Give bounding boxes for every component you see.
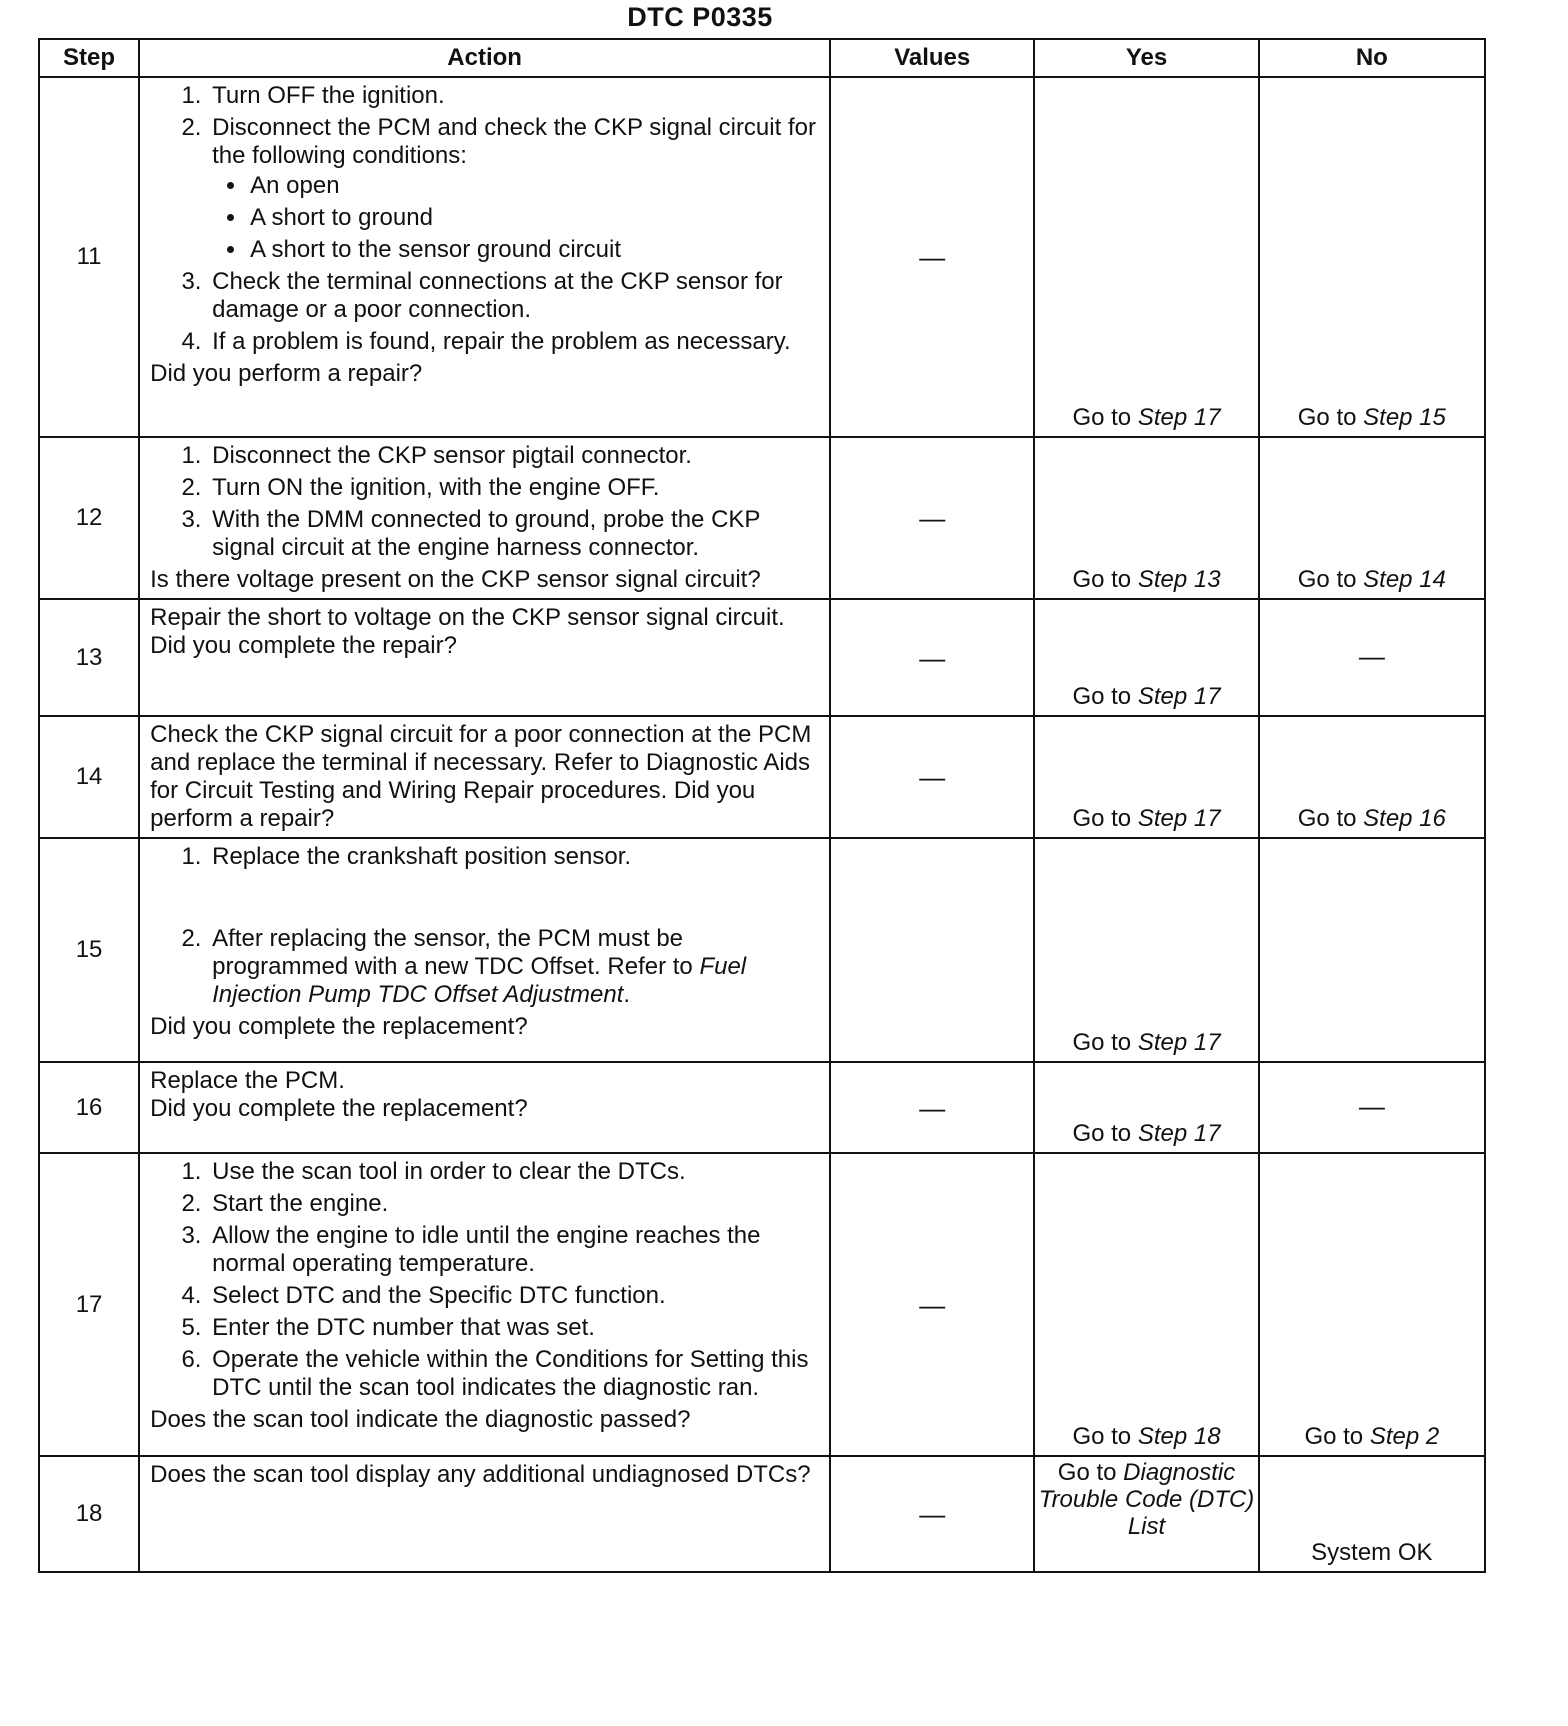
- no-cell: —: [1259, 599, 1485, 716]
- yes-step-ref: Step 13: [1137, 566, 1221, 593]
- yes-step-ref: Step 18: [1137, 1423, 1221, 1450]
- action-text: Does the scan tool display any additional undiagnosed DTCs?: [150, 1461, 811, 1488]
- table-row-step-15: [39, 838, 1485, 1062]
- yes-step-ref: Step 17: [1137, 805, 1221, 832]
- no-cell: [1259, 838, 1485, 1062]
- table-row-step-14: [39, 716, 1485, 838]
- step-number: 17: [39, 1153, 139, 1456]
- condition-item: • A short to the sensor ground circuit: [248, 236, 819, 264]
- no-cell: System OK: [1259, 1456, 1485, 1572]
- action-steps: [150, 843, 819, 1013]
- action-step: 5. Enter the DTC number that was set.: [208, 1314, 819, 1342]
- action-cell: [139, 1062, 830, 1153]
- no-cell: Go to Step 15: [1259, 77, 1485, 437]
- action-step: 2. Turn ON the ignition, with the engine OFF.: [208, 474, 819, 502]
- action-step: 6. Operate the vehicle within the Conditions for Setting this DTC until the scan tool indicates the diagnostic ran.: [208, 1346, 819, 1402]
- action-cell: [139, 1153, 830, 1456]
- header-values: Values: [830, 39, 1034, 77]
- values-cell: —: [830, 716, 1034, 838]
- header-row: [39, 39, 1485, 77]
- yes-cell: Go to Step 17: [1034, 77, 1258, 437]
- step-number: 15: [39, 838, 139, 1062]
- values-cell: —: [830, 1062, 1034, 1153]
- values-cell: [830, 838, 1034, 1062]
- action-step: 2. After replacing the sensor, the PCM must be programmed with a new TDC Offset. Refer to Fuel Injection Pump TDC Offset Adjustment.: [208, 925, 819, 1009]
- values-cell: —: [830, 1456, 1034, 1572]
- action-cell: [139, 77, 830, 437]
- yes-cell: Go to Step 17: [1034, 838, 1258, 1062]
- question: Does the scan tool indicate the diagnostic passed?: [150, 1406, 691, 1433]
- diagnostic-table: [38, 38, 1486, 1573]
- step-number: 12: [39, 437, 139, 599]
- page-title: DTC P0335: [627, 2, 773, 32]
- values-cell: —: [830, 1153, 1034, 1456]
- action-text: Replace the PCM.: [150, 1067, 345, 1094]
- action-step: 1. Disconnect the CKP sensor pigtail connector.: [208, 442, 819, 470]
- action-step: 1. Use the scan tool in order to clear the DTCs.: [208, 1158, 819, 1186]
- no-cell: Go to Step 14: [1259, 437, 1485, 599]
- yes-cell: Go to Step 17: [1034, 599, 1258, 716]
- action-cell: [139, 838, 830, 1062]
- question: Is there voltage present on the CKP sensor signal circuit?: [150, 566, 761, 593]
- step-number: 13: [39, 599, 139, 716]
- table-row-step-18: [39, 1456, 1485, 1572]
- values-cell: —: [830, 77, 1034, 437]
- action-cell: [139, 1456, 830, 1572]
- condition-list: [212, 172, 819, 264]
- no-step-ref: Step 2: [1369, 1423, 1440, 1450]
- action-steps: [150, 442, 819, 566]
- question: Did you complete the replacement?: [150, 1013, 528, 1040]
- action-step: 2. Start the engine.: [208, 1190, 819, 1218]
- action-step: 1. Replace the crankshaft position sensor.: [208, 843, 819, 871]
- values-cell: —: [830, 437, 1034, 599]
- action-step: 4. If a problem is found, repair the problem as necessary.: [208, 328, 819, 356]
- header-action: Action: [139, 39, 830, 77]
- no-step-ref: Step 14: [1363, 566, 1446, 593]
- table-row-step-13: [39, 599, 1485, 716]
- header-no: No: [1259, 39, 1485, 77]
- step-number: 14: [39, 716, 139, 838]
- no-step-ref: Step 15: [1363, 404, 1446, 431]
- question: Did you perform a repair?: [150, 360, 423, 387]
- question: Did you complete the repair?: [150, 632, 457, 659]
- action-text: Repair the short to voltage on the CKP sensor signal circuit.: [150, 604, 785, 631]
- yes-cell: Go to Diagnostic Trouble Code (DTC) List: [1034, 1456, 1258, 1572]
- yes-step-ref: Step 17: [1137, 1029, 1221, 1056]
- table-row-step-16: [39, 1062, 1485, 1153]
- question: Did you complete the replacement?: [150, 1095, 528, 1122]
- header-yes: Yes: [1034, 39, 1258, 77]
- yes-cell: Go to Step 13: [1034, 437, 1258, 599]
- action-steps: [150, 82, 819, 360]
- step-number: 18: [39, 1456, 139, 1572]
- step-number: 16: [39, 1062, 139, 1153]
- action-cell: [139, 437, 830, 599]
- action-steps: [150, 1158, 819, 1406]
- action-cell: [139, 599, 830, 716]
- table-row-step-17: [39, 1153, 1485, 1456]
- action-step: 1. Turn OFF the ignition.: [208, 82, 819, 110]
- no-cell: Go to Step 16: [1259, 716, 1485, 838]
- yes-cell: Go to Step 17: [1034, 716, 1258, 838]
- action-step: 4. Select DTC and the Specific DTC function.: [208, 1282, 819, 1310]
- procedure-ref: Fuel Injection Pump TDC Offset Adjustment: [212, 953, 747, 1008]
- action-cell: [139, 716, 830, 838]
- action-step: 2. Disconnect the PCM and check the CKP signal circuit for the following conditions: • An open • A short to ground • A short to the sensor ground circuit: [208, 114, 819, 264]
- action-step: 3. With the DMM connected to ground, probe the CKP signal circuit at the engine harness connector.: [208, 506, 819, 562]
- yes-step-ref: Step 17: [1137, 683, 1221, 710]
- action-step: 3. Allow the engine to idle until the engine reaches the normal operating temperature.: [208, 1222, 819, 1278]
- no-cell: —: [1259, 1062, 1485, 1153]
- condition-item: • An open: [248, 172, 819, 200]
- header-step: Step: [39, 39, 139, 77]
- yes-step-ref: Diagnostic Trouble Code (DTC) List: [1038, 1459, 1255, 1540]
- action-text: Check the CKP signal circuit for a poor connection at the PCM and replace the terminal if necessary. Refer to Diagnostic Aids for Circuit Testing and Wiring Repair procedures. Did you perform a repair?: [150, 721, 812, 832]
- no-step-ref: Step 16: [1363, 805, 1446, 832]
- table-row-step-12: [39, 437, 1485, 599]
- action-step: 3. Check the terminal connections at the CKP sensor for damage or a poor connection.: [208, 268, 819, 324]
- yes-cell: Go to Step 17: [1034, 1062, 1258, 1153]
- no-cell: Go to Step 2: [1259, 1153, 1485, 1456]
- table-row-step-11: [39, 77, 1485, 437]
- step-number: 11: [39, 77, 139, 437]
- yes-step-ref: Step 17: [1137, 404, 1221, 431]
- yes-cell: Go to Step 18: [1034, 1153, 1258, 1456]
- values-cell: —: [830, 599, 1034, 716]
- yes-step-ref: Step 17: [1137, 1120, 1221, 1147]
- condition-item: • A short to ground: [248, 204, 819, 232]
